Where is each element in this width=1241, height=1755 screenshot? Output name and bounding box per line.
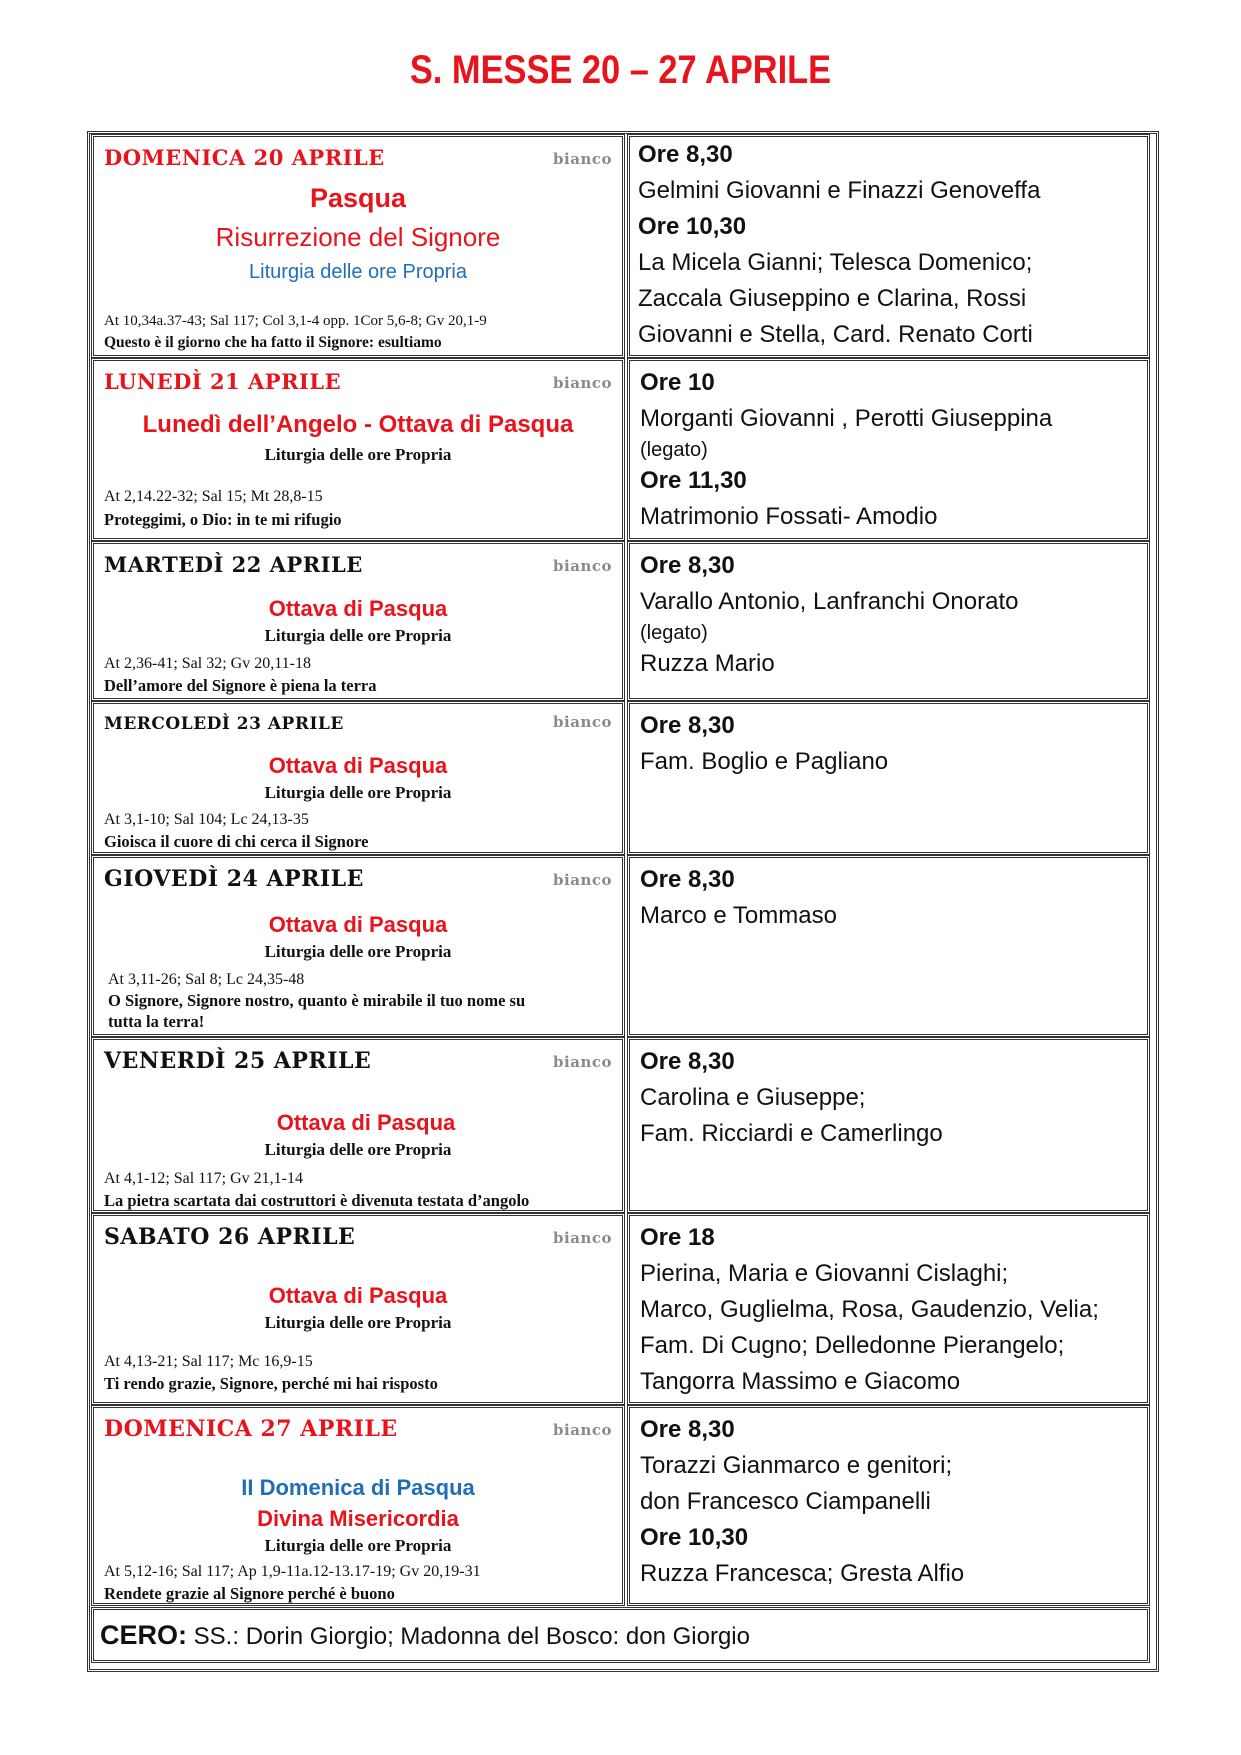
mass-time: Ore 8,30 xyxy=(640,1048,735,1075)
liturgy-note: Liturgia delle ore Propria xyxy=(264,445,452,464)
psalm-response: Ti rendo grazie, Signore, perché mi hai risposto xyxy=(104,1374,438,1393)
mass-intention: Zaccala Giuseppino e Clarina, Rossi xyxy=(638,285,1027,312)
cero-text xyxy=(100,1620,750,1651)
feast-title: II Domenica di Pasqua xyxy=(241,1475,475,1500)
mass-time: Ore 8,30 xyxy=(640,866,735,893)
mass-intention: Pierina, Maria e Giovanni Cislaghi; xyxy=(640,1260,1009,1287)
psalm-response: Gioisca il cuore di chi cerca il Signore xyxy=(104,832,369,851)
day-heading: LUNEDÌ 21 APRILE xyxy=(104,369,342,394)
mass-intention: Ruzza Francesca; Gresta Alfio xyxy=(640,1560,965,1587)
mass-intention: Marco e Tommaso xyxy=(640,902,837,929)
mass-cell xyxy=(627,358,1150,541)
cero-row xyxy=(91,1607,1150,1663)
day-cell xyxy=(91,701,625,855)
readings: At 5,12-16; Sal 117; Ap 1,9-11a.12-13.17-19; Gv 20,19-31 xyxy=(104,1563,481,1580)
mass-cell xyxy=(627,1405,1150,1606)
psalm-response: Proteggimi, o Dio: in te mi rifugio xyxy=(104,510,342,529)
day-cell xyxy=(91,1037,625,1213)
mass-intention: Ruzza Mario xyxy=(640,650,775,677)
readings: At 4,13-21; Sal 117; Mc 16,9-15 xyxy=(104,1353,313,1370)
psalm-response: Dell’amore del Signore è piena la terra xyxy=(104,676,377,695)
mass-list xyxy=(640,1044,1141,1152)
mass-list xyxy=(640,862,1141,934)
liturgical-color: bianco xyxy=(553,1421,612,1439)
mass-intention: Fam. Di Cugno; Delledonne Pierangelo; xyxy=(640,1332,1065,1359)
mass-time: Ore 10 xyxy=(640,369,715,396)
mass-cell xyxy=(627,541,1150,701)
mass-intention: Gelmini Giovanni e Finazzi Genoveffa xyxy=(638,177,1041,204)
mass-intention: Carolina e Giuseppe; xyxy=(640,1084,866,1111)
page-title: S. MESSE 20 – 27 APRILE xyxy=(409,48,832,92)
mass-intention: Marco, Guglielma, Rosa, Gaudenzio, Velia; xyxy=(640,1296,1099,1323)
mass-cell xyxy=(627,134,1150,358)
day-cell xyxy=(91,541,625,701)
mass-intention: La Micela Gianni; Telesca Domenico; xyxy=(638,249,1033,276)
mass-list xyxy=(640,1220,1141,1400)
liturgy-note: Liturgia delle ore Propria xyxy=(249,261,467,283)
liturgical-color: bianco xyxy=(553,557,612,575)
day-heading: DOMENICA 20 APRILE xyxy=(104,145,385,170)
mass-note: (legato) xyxy=(640,439,708,461)
day-heading: SABATO 26 APRILE xyxy=(104,1224,356,1250)
readings: At 10,34a.37-43; Sal 117; Col 3,1-4 opp. 1Cor 5,6-8; Gv 20,1-9 xyxy=(104,313,487,329)
liturgical-color: bianco xyxy=(553,150,612,168)
feast-subtitle: Divina Misericordia xyxy=(257,1506,459,1531)
mass-cell xyxy=(627,855,1150,1037)
mass-time: Ore 11,30 xyxy=(640,467,747,494)
liturgical-color: bianco xyxy=(553,871,612,889)
day-cell xyxy=(91,134,625,358)
mass-cell xyxy=(627,1213,1150,1405)
day-heading: VENERDÌ 25 APRILE xyxy=(104,1048,372,1074)
liturgy-note: Liturgia delle ore Propria xyxy=(264,942,452,961)
mass-intention: Giovanni e Stella, Card. Renato Corti xyxy=(638,321,1033,348)
day-cell xyxy=(91,358,625,541)
mass-list xyxy=(640,365,1141,535)
feast-title: Ottava di Pasqua xyxy=(268,596,448,621)
mass-time: Ore 10,30 xyxy=(638,213,747,240)
day-heading: GIOVEDÌ 24 APRILE xyxy=(104,866,364,892)
mass-list xyxy=(640,548,1141,682)
liturgy-note: Liturgia delle ore Propria xyxy=(264,1140,452,1159)
mass-intention: Torazzi Gianmarco e genitori; xyxy=(640,1452,953,1479)
day-heading: MERCOLEDÌ 23 APRILE xyxy=(104,714,344,734)
liturgy-note: Liturgia delle ore Propria xyxy=(264,626,452,645)
mass-intention: Matrimonio Fossati- Amodio xyxy=(640,503,938,530)
feast-title: Pasqua xyxy=(309,183,407,213)
mass-intention: Fam. Boglio e Pagliano xyxy=(640,748,889,775)
day-cell xyxy=(91,1213,625,1405)
feast-title: Lunedì dell’Angelo - Ottava di Pasqua xyxy=(142,411,574,438)
cero-label: CERO: xyxy=(100,1620,187,1650)
mass-intention: Fam. Ricciardi e Camerlingo xyxy=(640,1120,943,1147)
day-cell xyxy=(91,1405,625,1606)
psalm-response: Questo è il giorno che ha fatto il Signore: esultiamo xyxy=(104,334,442,351)
feast-title: Ottava di Pasqua xyxy=(276,1110,456,1135)
liturgical-color: bianco xyxy=(553,374,612,392)
feast-title: Ottava di Pasqua xyxy=(268,1283,448,1308)
psalm-response: Rendete grazie al Signore perché è buono xyxy=(104,1584,395,1603)
mass-time: Ore 8,30 xyxy=(640,712,735,739)
mass-intention: Tangorra Massimo e Giacomo xyxy=(640,1368,961,1395)
readings: At 4,1-12; Sal 117; Gv 21,1-14 xyxy=(104,1170,303,1187)
mass-cell xyxy=(627,701,1150,855)
mass-time: Ore 10,30 xyxy=(640,1524,749,1551)
liturgy-note: Liturgia delle ore Propria xyxy=(264,1536,452,1555)
readings: At 3,1-10; Sal 104; Lc 24,13-35 xyxy=(104,811,309,828)
feast-title: Ottava di Pasqua xyxy=(268,912,448,937)
day-cell xyxy=(91,855,625,1037)
mass-cell xyxy=(627,1037,1150,1213)
day-heading: DOMENICA 27 APRILE xyxy=(104,1416,398,1442)
readings: At 2,36-41; Sal 32; Gv 20,11-18 xyxy=(104,655,311,672)
readings: At 2,14.22-32; Sal 15; Mt 28,8-15 xyxy=(104,488,323,505)
mass-list xyxy=(640,1412,1141,1592)
mass-note: (legato) xyxy=(640,622,708,644)
mass-list xyxy=(638,137,1141,353)
mass-time: Ore 8,30 xyxy=(640,552,735,579)
mass-time: Ore 18 xyxy=(640,1224,715,1251)
readings: At 3,11-26; Sal 8; Lc 24,35-48 xyxy=(108,971,305,988)
feast-title: Ottava di Pasqua xyxy=(268,753,448,778)
mass-list xyxy=(640,708,1141,780)
liturgical-color: bianco xyxy=(553,1053,612,1071)
liturgical-color: bianco xyxy=(553,1229,612,1247)
day-heading: MARTEDÌ 22 APRILE xyxy=(104,552,363,577)
psalm-response: La pietra scartata dai costruttori è divenuta testata d’angolo xyxy=(104,1191,530,1210)
mass-intention: don Francesco Ciampanelli xyxy=(640,1488,931,1515)
mass-time: Ore 8,30 xyxy=(640,1416,735,1443)
mass-intention: Morganti Giovanni , Perotti Giuseppina xyxy=(640,405,1053,432)
cero-value: SS.: Dorin Giorgio; Madonna del Bosco: don Giorgio xyxy=(187,1623,750,1650)
psalm-response: O Signore, Signore nostro, quanto è mirabile il tuo nome su tutta la terra! xyxy=(108,991,526,1031)
liturgy-note: Liturgia delle ore Propria xyxy=(264,783,452,802)
mass-intention: Varallo Antonio, Lanfranchi Onorato xyxy=(640,588,1019,615)
feast-subtitle: Risurrezione del Signore xyxy=(215,222,501,252)
liturgy-note: Liturgia delle ore Propria xyxy=(264,1313,452,1332)
mass-time: Ore 8,30 xyxy=(638,141,733,168)
liturgical-color: bianco xyxy=(553,713,612,731)
